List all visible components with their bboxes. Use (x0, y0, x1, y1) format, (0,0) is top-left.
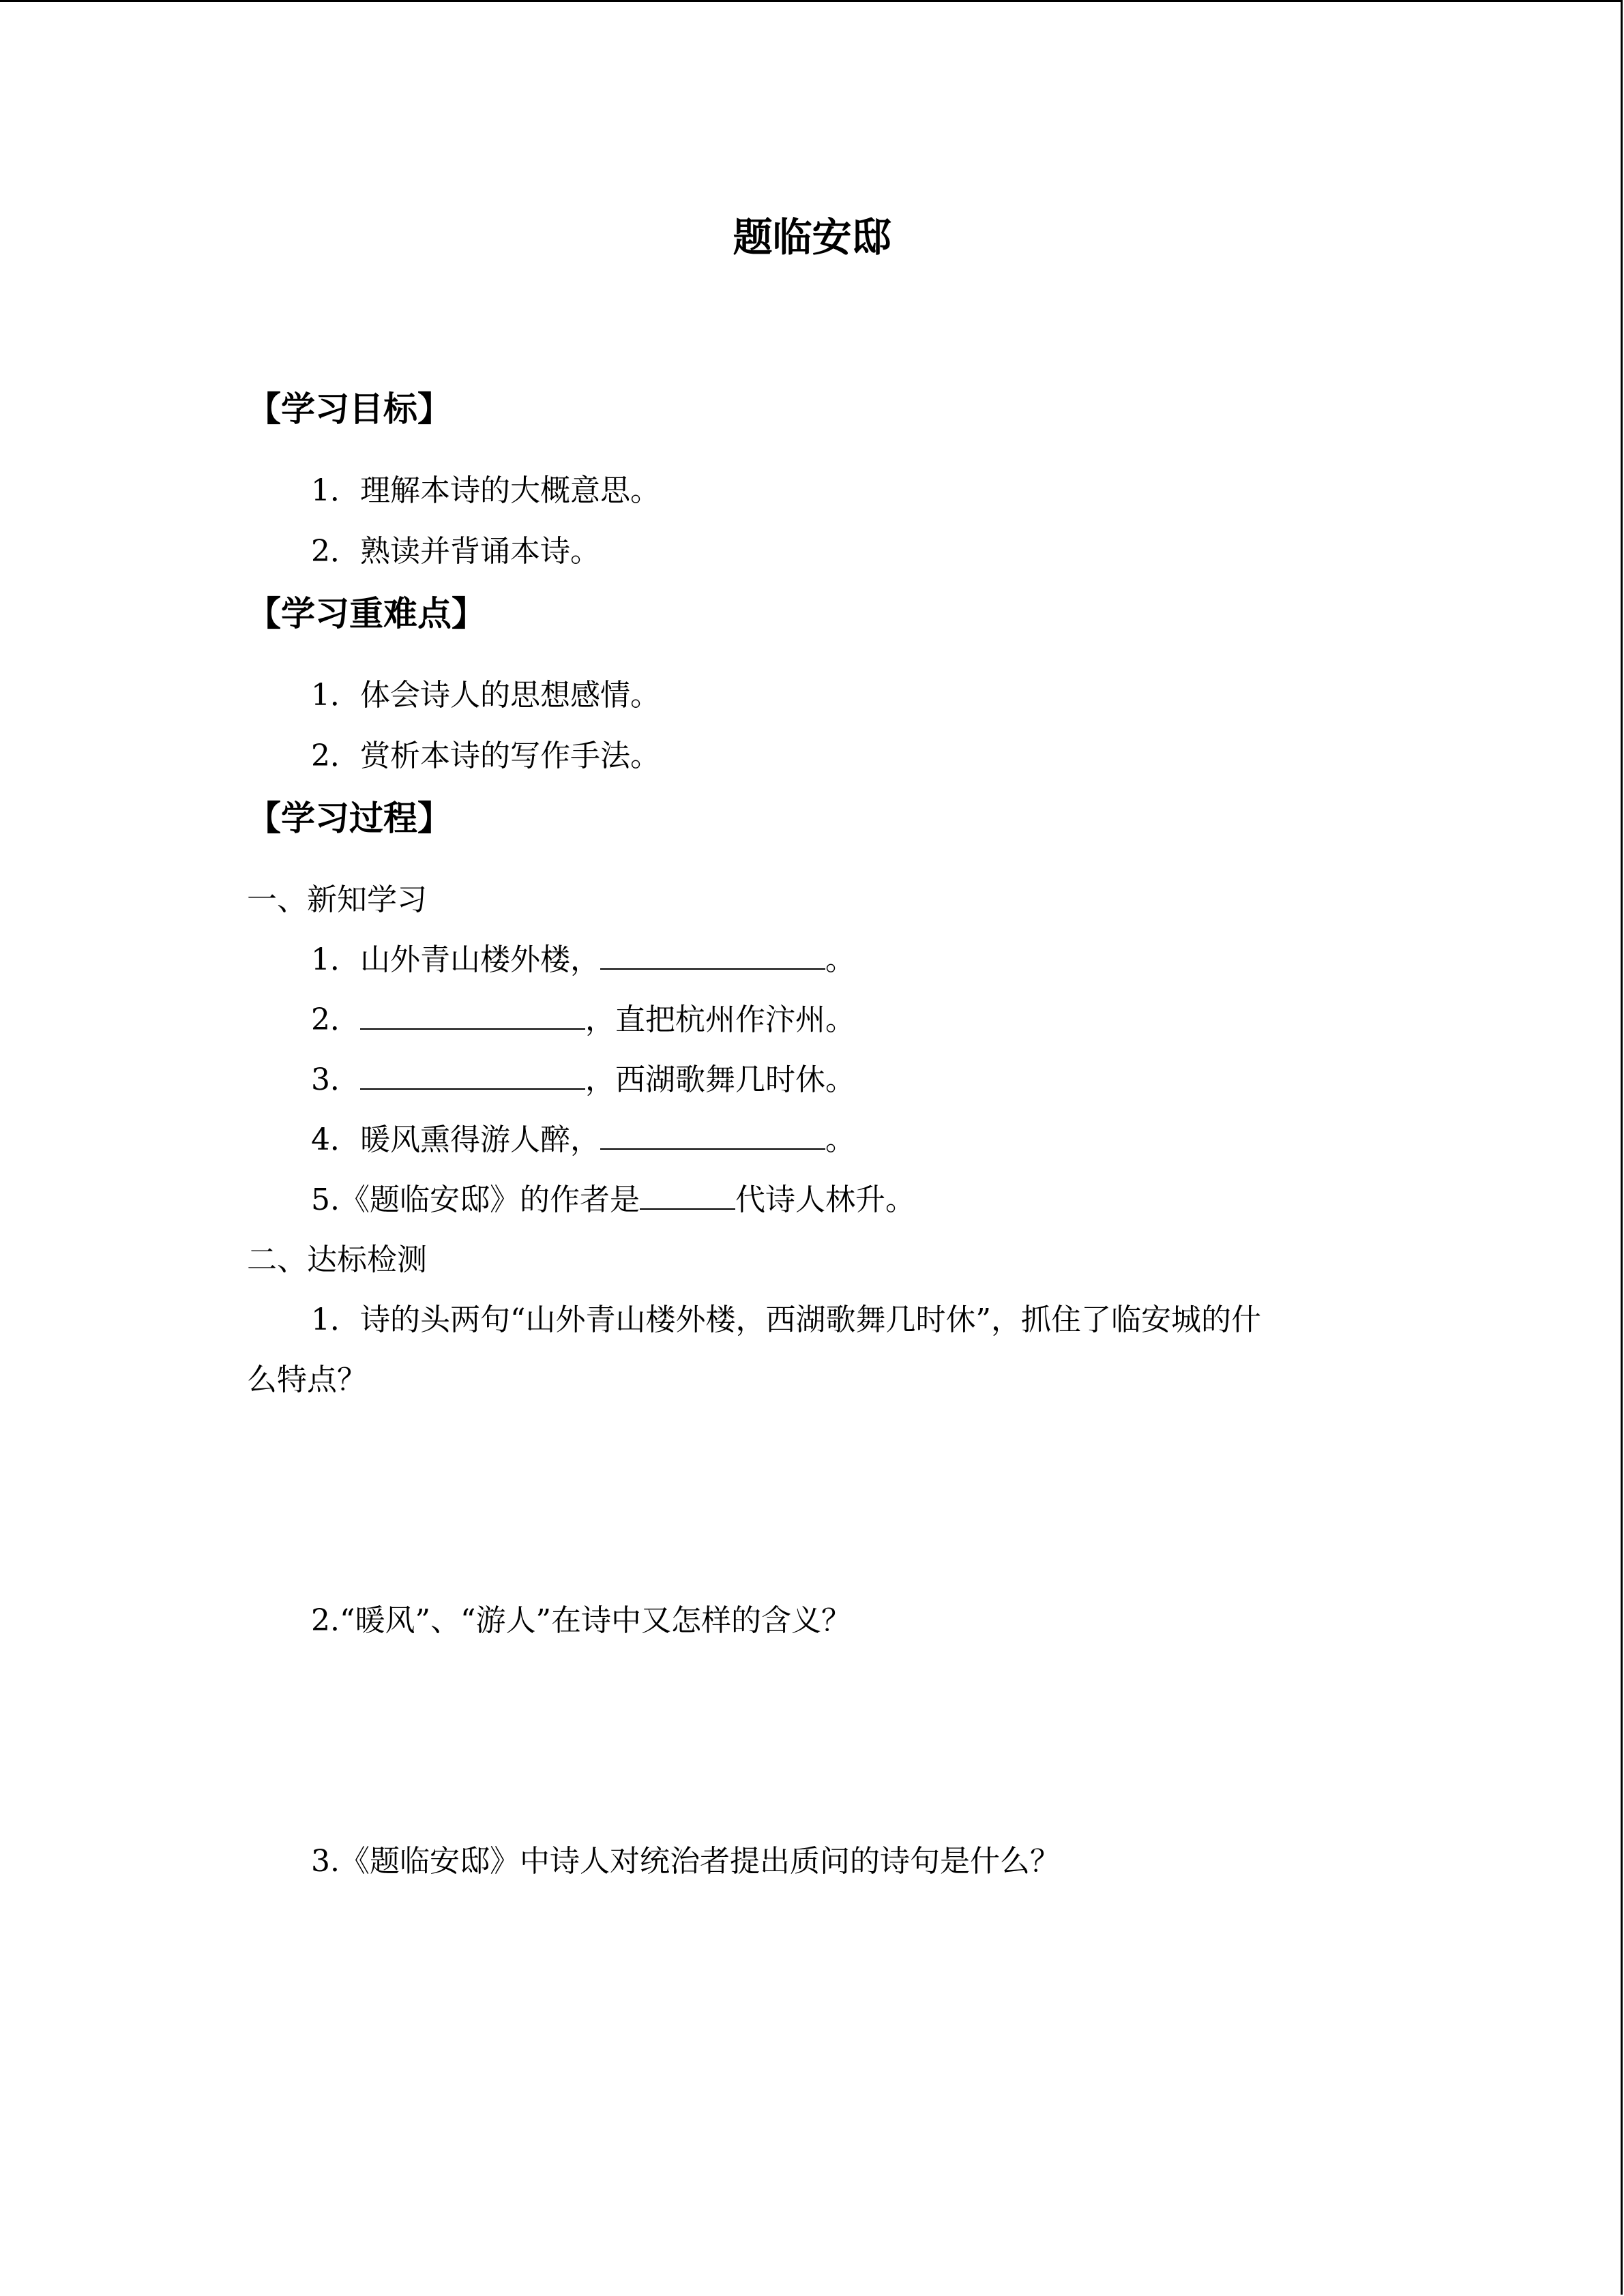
fill-question-1-suffix: 。 (825, 942, 855, 977)
objective-item-2: 2．熟读并背诵本诗。 (311, 534, 600, 569)
fill-question-4 (311, 1120, 855, 1161)
answer-blank[interactable] (640, 1180, 735, 1210)
fill-question-4-prefix: 4．暖风熏得游人醉， (311, 1122, 600, 1157)
key-point-item-2: 2．赏析本诗的写作手法。 (311, 739, 660, 773)
objective-item-1: 1．理解本诗的大概意思。 (311, 473, 660, 508)
fill-question-4-suffix: 。 (825, 1122, 855, 1157)
part1-label: 一、新知学习 (247, 882, 427, 917)
fill-question-2-prefix: 2． (311, 1002, 360, 1037)
fill-question-5 (311, 1180, 915, 1221)
test-question-1-line1: 1．诗的头两句“山外青山楼外楼，西湖歌舞几时休”，抓住了临安城的什 (311, 1302, 1261, 1337)
objectives-heading: 【学习目标】 (247, 389, 452, 429)
fill-question-3-suffix: ，西湖歌舞几时休。 (585, 1062, 855, 1097)
fill-question-5-prefix: 5.《题临安邸》的作者是 (311, 1182, 640, 1217)
fill-question-2-suffix: ，直把杭州作汴州。 (585, 1002, 855, 1037)
test-question-1-line2: 么特点？ (247, 1362, 367, 1397)
process-heading: 【学习过程】 (247, 799, 452, 838)
answer-blank[interactable] (360, 1060, 585, 1090)
test-question-2: 2.“暖风”、“游人”在诗中又怎样的含义？ (311, 1603, 851, 1638)
fill-question-5-suffix: 代诗人林升。 (735, 1182, 915, 1217)
fill-question-1-prefix: 1．山外青山楼外楼， (311, 942, 600, 977)
fill-question-1 (311, 940, 855, 981)
key-points-heading: 【学习重难点】 (247, 594, 486, 633)
fill-question-2 (311, 1000, 855, 1041)
answer-blank[interactable] (600, 1120, 825, 1150)
test-question-3: 3.《题临安邸》中诗人对统治者提出质问的诗句是什么？ (311, 1844, 1060, 1879)
fill-question-3-prefix: 3． (311, 1062, 360, 1097)
answer-blank[interactable] (600, 940, 825, 970)
answer-blank[interactable] (360, 1000, 585, 1030)
page-title: 题临安邸 (733, 214, 891, 260)
fill-question-3 (311, 1060, 855, 1101)
part2-label: 二、达标检测 (247, 1242, 427, 1277)
key-point-item-1: 1．体会诗人的思想感情。 (311, 678, 660, 713)
